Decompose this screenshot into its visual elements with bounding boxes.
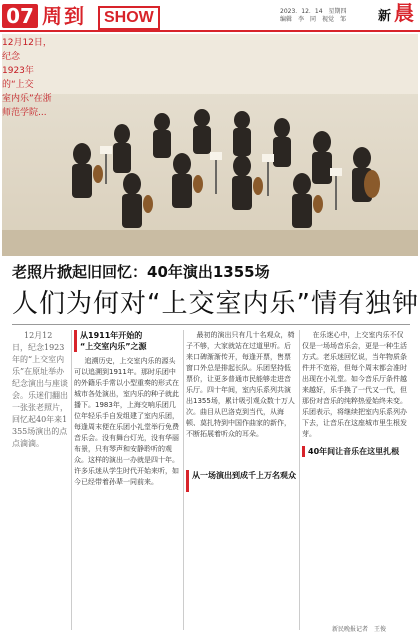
col1-heading: 从1911年开始的 “上交室内乐”之源 — [74, 330, 186, 352]
photo-caption: 12月12日，纪念 1923年的“上交 室内乐”在浙 师范学院... — [2, 38, 52, 118]
section-name: 周到 — [42, 4, 86, 28]
page-number: 07 — [2, 4, 38, 28]
logo-char-a: 新 — [378, 9, 392, 24]
issue-date: 2023．12．14 星期四 — [280, 8, 347, 15]
article-subheading: 老照片掀起旧回忆：40年演出1355场 — [12, 263, 270, 281]
headline-rule — [12, 324, 410, 325]
col2-heading: 从一场演出到成千上万名观众 — [186, 470, 302, 492]
column-2-top — [186, 330, 296, 466]
orchestra-photo-illustration — [2, 34, 418, 256]
col2-text: 最初的演出只有几十名观众，椅子不够，大家就站在过道里听。后来口碑渐渐传开，每逢开票，售票窗口外总是排起长队。乐团坚持低票价，让更多普通市民能够走进音乐厅。四十年间，室内乐系列共演出1355场，累计吸引观众数十万人次。曲目从巴洛克到当代，从海顿、莫扎特到中国作曲家的新作，不断拓展着听众的耳朵。 — [186, 331, 295, 438]
page-header — [0, 0, 420, 32]
column-3-top — [302, 330, 410, 440]
section-en-label: SHOW — [98, 6, 160, 30]
column-1 — [74, 356, 180, 632]
column-divider — [299, 330, 300, 630]
header-meta — [280, 8, 376, 24]
article-intro — [12, 330, 68, 634]
logo-char-b: 晨 — [394, 1, 414, 25]
col1-text: 追溯历史，上交室内乐的源头可以追溯到1911年。那时乐团中的外籍乐手常以小型重奏的形式在城市各处演出，室内乐的种子就此播下。1983年，上海交响乐团几位年轻乐手自发组建了室内乐团，每逢周末便在乐团小礼堂举行免费音乐会。没有舞台灯光，没有华丽布景，只有琴声和安静聆听的观众。这样的演出一办就是四十年。许多乐迷从学生时代开始来听，如今已经带着孙辈一同前来。 — [74, 357, 179, 486]
col3-heading: 40年间让音乐在这里扎根 — [302, 446, 416, 457]
column-divider — [183, 330, 184, 630]
article-headline: 人们为何对“上交室内乐”情有独钟 — [12, 289, 419, 319]
intro-text: 12月12日，纪念1923年的“上交室内乐”在原址举办纪念演出与座谈会。乐迷们翻出一张张老照片，回忆起40年来1355场演出的点点滴滴。 — [12, 331, 68, 448]
column-divider — [71, 330, 72, 630]
reporter-byline: 新民晚报记者 王俊 — [332, 626, 387, 633]
editor-credit: 编辑 李 同 视觉 邹 — [280, 16, 347, 23]
newspaper-logo — [378, 2, 420, 30]
header-divider — [0, 30, 420, 32]
col3-text: 在乐迷心中，上交室内乐不仅仅是一场场音乐会，更是一种生活方式。老乐迷回忆说，当年物质条件并不宽裕，但每个周末都会准时出现在小礼堂。如今音乐厅条件越来越好，乐手换了一代又一代，但那份对音乐的纯粹热爱始终未变。乐团表示，将继续把室内乐系列办下去，让音乐在这座城市里生根发芽。 — [302, 331, 407, 438]
orchestra-photo — [2, 34, 418, 256]
